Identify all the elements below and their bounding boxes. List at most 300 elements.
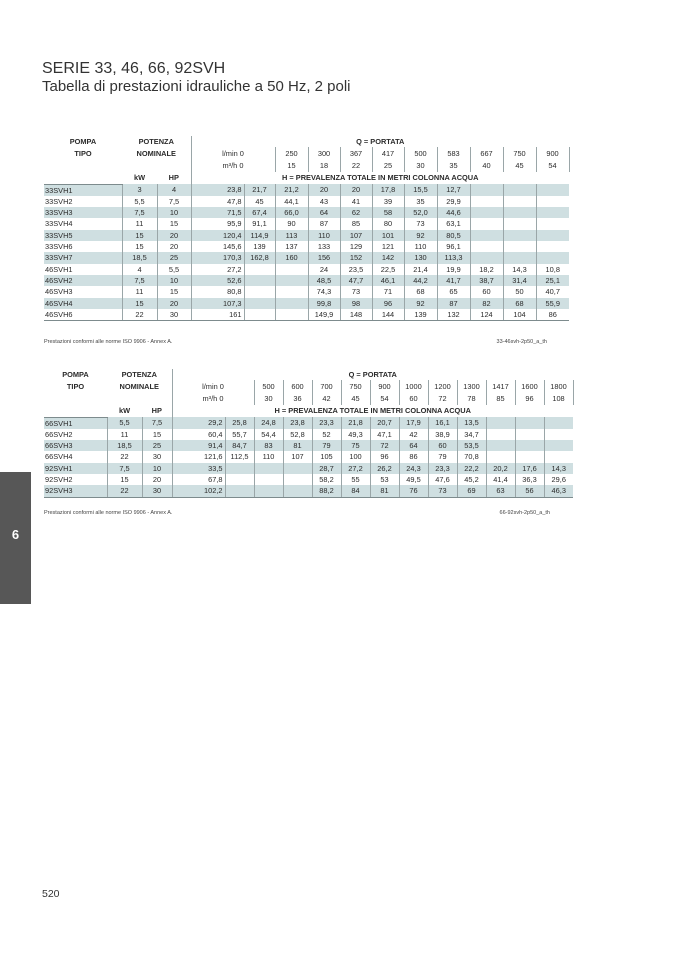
- cell-h-value: [503, 184, 536, 196]
- cell-h-value: 113: [275, 230, 308, 241]
- cell-h-value: [283, 485, 312, 497]
- cell-h-value: 21,7: [244, 184, 275, 196]
- cell-h-value: [283, 463, 312, 474]
- lmin-value: 750: [341, 380, 370, 393]
- cell-h0: 120,4: [191, 230, 244, 241]
- cell-h0: 29,2: [172, 417, 225, 429]
- cell-h-value: 29,9: [437, 196, 470, 207]
- cell-h-value: 69: [457, 485, 486, 497]
- m3h-value: 45: [503, 160, 536, 173]
- cell-h-value: 84,7: [225, 440, 254, 451]
- cell-tipo: 33SVH6: [45, 242, 73, 252]
- m3h-value: 25: [372, 160, 404, 173]
- cell-h0: 121,6: [172, 451, 225, 462]
- cell-h-value: 132: [437, 309, 470, 321]
- cell-h-value: [470, 196, 503, 207]
- cell-kw: 18,5: [122, 252, 157, 263]
- cell-h-value: 73: [340, 286, 372, 297]
- cell-tipo: 33SVH5: [45, 230, 73, 240]
- header-lmin-label: l/min 0: [172, 380, 254, 393]
- cell-hp: 5,5: [157, 264, 191, 275]
- cell-h-value: 62: [340, 207, 372, 218]
- cell-h-value: 20: [308, 184, 340, 196]
- header-kw: kW: [118, 406, 131, 416]
- cell-h-value: 110: [404, 241, 437, 252]
- cell-h-value: 44,2: [404, 275, 437, 286]
- table2-code: 66-92svh-2p50_a_th: [499, 510, 550, 516]
- header-h-prevalenza: H = PREVALENZA TOTALE IN METRI COLONNA ACQUA: [172, 405, 573, 417]
- table-row: [44, 218, 569, 229]
- cell-h-value: [503, 241, 536, 252]
- cell-hp: 15: [157, 218, 191, 229]
- header-lmin-label: l/min 0: [191, 147, 275, 160]
- cell-h-value: 55: [341, 474, 370, 485]
- cell-tipo: 66SVH4: [45, 452, 73, 462]
- page-title: SERIE 33, 46, 66, 92SVH: [42, 60, 226, 77]
- cell-h-value: [503, 207, 536, 218]
- cell-kw: 7,5: [122, 207, 157, 218]
- cell-h-value: 22,5: [372, 264, 404, 275]
- cell-h-value: 23,3: [312, 417, 341, 429]
- cell-tipo: 33SVH4: [45, 219, 73, 229]
- cell-h-value: 100: [341, 451, 370, 462]
- cell-h-value: 68: [404, 286, 437, 297]
- lmin-value: 700: [312, 380, 341, 393]
- cell-h-value: [486, 451, 515, 462]
- table-row: [44, 241, 569, 252]
- lmin-value: 417: [372, 147, 404, 160]
- cell-h-value: 87: [308, 218, 340, 229]
- cell-h-value: 113,3: [437, 252, 470, 263]
- cell-h-value: 38,7: [470, 275, 503, 286]
- cell-h-value: 56: [515, 485, 544, 497]
- cell-h-value: 52,0: [404, 207, 437, 218]
- m3h-value: 30: [254, 393, 283, 406]
- cell-h-value: [244, 275, 275, 286]
- header-hp: HP: [151, 406, 162, 416]
- cell-hp: 10: [157, 275, 191, 286]
- cell-h-value: 46,1: [372, 275, 404, 286]
- cell-h-value: [275, 309, 308, 321]
- cell-kw: 3: [122, 184, 157, 196]
- cell-h-value: 90: [275, 218, 308, 229]
- cell-h0: 33,5: [172, 463, 225, 474]
- cell-h-value: [503, 252, 536, 263]
- cell-h-value: 73: [428, 485, 457, 497]
- cell-hp: 25: [142, 440, 172, 451]
- cell-h-value: [254, 463, 283, 474]
- cell-h0: 47,8: [191, 196, 244, 207]
- cell-h-value: [515, 440, 544, 451]
- cell-h-value: 39: [372, 196, 404, 207]
- cell-h-value: 133: [308, 241, 340, 252]
- cell-kw: 7,5: [107, 463, 142, 474]
- cell-h-value: [486, 429, 515, 440]
- cell-h-value: [470, 218, 503, 229]
- m3h-value: 35: [437, 160, 470, 173]
- lmin-value: 583: [437, 147, 470, 160]
- cell-h-value: 21,4: [404, 264, 437, 275]
- cell-h-value: 17,6: [515, 463, 544, 474]
- cell-h-value: 110: [254, 451, 283, 462]
- cell-h-value: 28,7: [312, 463, 341, 474]
- cell-h-value: [470, 241, 503, 252]
- cell-h-value: 105: [312, 451, 341, 462]
- table-row: [44, 230, 569, 241]
- header-q-portata: Q = PORTATA: [172, 369, 573, 380]
- cell-h-value: [536, 184, 569, 196]
- table-row: [44, 485, 573, 497]
- cell-hp: 10: [157, 207, 191, 218]
- cell-h-value: 72: [370, 440, 399, 451]
- cell-hp: 4: [157, 184, 191, 196]
- lmin-value: 1300: [457, 380, 486, 393]
- m3h-value: 72: [428, 393, 457, 406]
- cell-tipo: 46SVH3: [45, 287, 73, 297]
- cell-hp: 20: [157, 230, 191, 241]
- cell-h-value: 14,3: [544, 463, 573, 474]
- cell-h-value: 130: [404, 252, 437, 263]
- cell-h-value: 63: [486, 485, 515, 497]
- cell-h-value: [536, 252, 569, 263]
- cell-h-value: 85: [340, 218, 372, 229]
- cell-kw: 15: [122, 241, 157, 252]
- lmin-value: 1000: [399, 380, 428, 393]
- cell-h-value: [515, 417, 544, 429]
- cell-h-value: 88,2: [312, 485, 341, 497]
- header-nominale: NOMINALE: [136, 148, 176, 158]
- cell-h-value: 23,3: [428, 463, 457, 474]
- cell-h-value: 41: [340, 196, 372, 207]
- cell-h-value: 74,3: [308, 286, 340, 297]
- cell-h-value: 92: [404, 298, 437, 309]
- cell-kw: 5,5: [107, 417, 142, 429]
- cell-h-value: 23,8: [283, 417, 312, 429]
- m3h-value: 96: [515, 393, 544, 406]
- cell-h-value: 82: [470, 298, 503, 309]
- cell-h-value: 96,1: [437, 241, 470, 252]
- cell-h-value: [486, 440, 515, 451]
- m3h-value: 36: [283, 393, 312, 406]
- cell-hp: 25: [157, 252, 191, 263]
- cell-h-value: 81: [283, 440, 312, 451]
- header-potenza: POTENZA: [121, 369, 157, 379]
- cell-h-value: 31,4: [503, 275, 536, 286]
- cell-h-value: 58,2: [312, 474, 341, 485]
- cell-h-value: 24,3: [399, 463, 428, 474]
- header-nominale: NOMINALE: [119, 381, 159, 391]
- cell-hp: 30: [142, 451, 172, 462]
- lmin-value: 900: [370, 380, 399, 393]
- cell-h-value: 14,3: [503, 264, 536, 275]
- cell-h-value: 43: [308, 196, 340, 207]
- header-pompa: POMPA: [62, 369, 89, 379]
- cell-h0: 80,8: [191, 286, 244, 297]
- cell-h-value: 21,2: [275, 184, 308, 196]
- cell-h-value: 84: [341, 485, 370, 497]
- cell-h-value: 99,8: [308, 298, 340, 309]
- cell-h-value: 47,1: [370, 429, 399, 440]
- cell-h-value: 49,5: [399, 474, 428, 485]
- cell-h-value: 45,2: [457, 474, 486, 485]
- cell-h-value: [536, 218, 569, 229]
- cell-h-value: 65: [437, 286, 470, 297]
- cell-h-value: 80,5: [437, 230, 470, 241]
- cell-h-value: 25,1: [536, 275, 569, 286]
- cell-h-value: 18,2: [470, 264, 503, 275]
- cell-hp: 20: [157, 241, 191, 252]
- cell-h-value: 92: [404, 230, 437, 241]
- cell-h-value: 38,9: [428, 429, 457, 440]
- cell-h-value: 42: [399, 429, 428, 440]
- cell-h-value: 91,1: [244, 218, 275, 229]
- cell-hp: 10: [142, 463, 172, 474]
- cell-hp: 20: [157, 298, 191, 309]
- cell-h-value: 48,5: [308, 275, 340, 286]
- header-m3h-label: m³/h 0: [191, 160, 275, 173]
- cell-h-value: [503, 230, 536, 241]
- cell-tipo: 46SVH6: [44, 309, 122, 321]
- cell-h-value: [225, 474, 254, 485]
- cell-h-value: 41,4: [486, 474, 515, 485]
- table1-code: 33-46svh-2p50_a_th: [496, 339, 547, 345]
- cell-kw: 7,5: [122, 275, 157, 286]
- cell-kw: 22: [107, 451, 142, 462]
- table-row: [44, 417, 573, 429]
- cell-h-value: 83: [254, 440, 283, 451]
- m3h-value: 54: [536, 160, 569, 173]
- lmin-value: 500: [404, 147, 437, 160]
- cell-h-value: 162,8: [244, 252, 275, 263]
- cell-h-value: [544, 440, 573, 451]
- m3h-value: 15: [275, 160, 308, 173]
- cell-h-value: 149,9: [308, 309, 340, 321]
- lmin-value: 1800: [544, 380, 573, 393]
- cell-h0: 71,5: [191, 207, 244, 218]
- m3h-value: 18: [308, 160, 340, 173]
- cell-h-value: 60: [428, 440, 457, 451]
- cell-h-value: 76: [399, 485, 428, 497]
- cell-h-value: 54,4: [254, 429, 283, 440]
- cell-tipo: 33SVH2: [45, 196, 73, 206]
- cell-h-value: [536, 241, 569, 252]
- cell-h-value: [254, 485, 283, 497]
- m3h-value: 54: [370, 393, 399, 406]
- cell-h0: 95,9: [191, 218, 244, 229]
- lmin-value: 1200: [428, 380, 457, 393]
- cell-h-value: 24: [308, 264, 340, 275]
- cell-h-value: [470, 184, 503, 196]
- lmin-value: 1600: [515, 380, 544, 393]
- cell-h-value: 121: [372, 241, 404, 252]
- lmin-value: 900: [536, 147, 569, 160]
- cell-h-value: [486, 417, 515, 429]
- table-row: [44, 275, 569, 286]
- page-subtitle: Tabella di prestazioni idrauliche a 50 Hz, 2 poli: [42, 78, 351, 95]
- cell-h-value: [544, 417, 573, 429]
- cell-h-value: 81: [370, 485, 399, 497]
- cell-h-value: 139: [244, 241, 275, 252]
- cell-h-value: [515, 451, 544, 462]
- cell-h-value: 129: [340, 241, 372, 252]
- cell-kw: 15: [107, 474, 142, 485]
- cell-kw: 11: [122, 218, 157, 229]
- cell-kw: 11: [122, 286, 157, 297]
- cell-h-value: 112,5: [225, 451, 254, 462]
- cell-h-value: [536, 230, 569, 241]
- cell-h0: 67,8: [172, 474, 225, 485]
- cell-tipo: 33SVH1: [45, 185, 73, 195]
- cell-tipo: 66SVH1: [45, 418, 73, 428]
- cell-h-value: [244, 309, 275, 321]
- cell-h-value: [536, 207, 569, 218]
- cell-h-value: 79: [312, 440, 341, 451]
- cell-h-value: 17,8: [372, 184, 404, 196]
- cell-h-value: 152: [340, 252, 372, 263]
- m3h-value: 42: [312, 393, 341, 406]
- cell-kw: 4: [122, 264, 157, 275]
- cell-hp: 15: [142, 429, 172, 440]
- m3h-value: 108: [544, 393, 573, 406]
- cell-h-value: 55,7: [225, 429, 254, 440]
- cell-h-value: [536, 196, 569, 207]
- cell-h-value: 66,0: [275, 207, 308, 218]
- cell-h-value: 110: [308, 230, 340, 241]
- table-row: [44, 440, 573, 451]
- cell-h-value: 34,7: [457, 429, 486, 440]
- cell-h-value: 12,7: [437, 184, 470, 196]
- cell-h-value: 53,5: [457, 440, 486, 451]
- cell-h-value: 44,6: [437, 207, 470, 218]
- cell-h-value: 20: [340, 184, 372, 196]
- cell-kw: 22: [122, 309, 157, 321]
- cell-h-value: [544, 429, 573, 440]
- cell-h-value: 71: [372, 286, 404, 297]
- cell-h0: 27,2: [191, 264, 244, 275]
- cell-h-value: [225, 463, 254, 474]
- cell-h-value: [244, 298, 275, 309]
- cell-h-value: 98: [340, 298, 372, 309]
- cell-h-value: 79: [428, 451, 457, 462]
- lmin-value: 367: [340, 147, 372, 160]
- cell-h-value: [225, 485, 254, 497]
- cell-h-value: [544, 451, 573, 462]
- cell-kw: 5,5: [122, 196, 157, 207]
- cell-h-value: 13,5: [457, 417, 486, 429]
- cell-h-value: 27,2: [341, 463, 370, 474]
- cell-h-value: 87: [437, 298, 470, 309]
- cell-kw: 15: [122, 298, 157, 309]
- cell-kw: 22: [107, 485, 142, 497]
- cell-h-value: [503, 196, 536, 207]
- header-hp: HP: [168, 173, 179, 183]
- header-q-portata: Q = PORTATA: [191, 136, 569, 147]
- lmin-value: 667: [470, 147, 503, 160]
- header-tipo: TIPO: [74, 148, 92, 158]
- cell-h-value: 144: [372, 309, 404, 321]
- cell-tipo: 46SVH2: [45, 275, 73, 285]
- cell-h-value: 21,8: [341, 417, 370, 429]
- cell-tipo: 33SVH7: [45, 253, 73, 263]
- cell-h-value: 68: [503, 298, 536, 309]
- cell-hp: 30: [142, 485, 172, 497]
- cell-h-value: 107: [340, 230, 372, 241]
- cell-h-value: 63,1: [437, 218, 470, 229]
- cell-h-value: 15,5: [404, 184, 437, 196]
- m3h-value: 85: [486, 393, 515, 406]
- table2-note: Prestazioni conformi alle norme ISO 9906 - Annex A.: [44, 510, 173, 516]
- cell-h-value: 25,8: [225, 417, 254, 429]
- cell-h-value: 10,8: [536, 264, 569, 275]
- cell-h-value: [283, 474, 312, 485]
- cell-h-value: 20,7: [370, 417, 399, 429]
- cell-h-value: 86: [399, 451, 428, 462]
- cell-h-value: 24,8: [254, 417, 283, 429]
- cell-h-value: [254, 474, 283, 485]
- cell-h-value: 19,9: [437, 264, 470, 275]
- cell-h-value: 47,7: [340, 275, 372, 286]
- table-row: [44, 463, 573, 474]
- table-row: [44, 196, 569, 207]
- table-row: [44, 184, 569, 196]
- cell-tipo: 66SVH3: [45, 441, 73, 451]
- cell-h0: 52,6: [191, 275, 244, 286]
- cell-h-value: 26,2: [370, 463, 399, 474]
- table-row: [44, 298, 569, 309]
- cell-h-value: 35: [404, 196, 437, 207]
- cell-h-value: [470, 207, 503, 218]
- cell-h-value: 104: [503, 309, 536, 321]
- cell-h-value: 124: [470, 309, 503, 321]
- cell-h-value: 50: [503, 286, 536, 297]
- cell-hp: 7,5: [142, 417, 172, 429]
- cell-tipo: 66SVH2: [45, 429, 73, 439]
- m3h-value: 45: [341, 393, 370, 406]
- lmin-value: 1417: [486, 380, 515, 393]
- cell-hp: 20: [142, 474, 172, 485]
- cell-kw: 18,5: [107, 440, 142, 451]
- cell-h-value: 96: [372, 298, 404, 309]
- header-m3h-label: m³/h 0: [172, 393, 254, 406]
- table-row: [44, 252, 569, 263]
- cell-h-value: 22,2: [457, 463, 486, 474]
- cell-h-value: 142: [372, 252, 404, 263]
- cell-h-value: 139: [404, 309, 437, 321]
- cell-h-value: 46,3: [544, 485, 573, 497]
- cell-h-value: 20,2: [486, 463, 515, 474]
- table-row: [44, 451, 573, 462]
- cell-tipo: 46SVH1: [45, 264, 73, 274]
- table-row: [44, 429, 573, 440]
- cell-h0: 161: [191, 309, 244, 321]
- page-number: 520: [42, 888, 60, 900]
- cell-h-value: 101: [372, 230, 404, 241]
- cell-h-value: 64: [308, 207, 340, 218]
- cell-h-value: 73: [404, 218, 437, 229]
- section-tab-number: 6: [11, 527, 20, 542]
- performance-table-33-46svh: [44, 136, 569, 321]
- header-potenza: POTENZA: [138, 136, 174, 146]
- m3h-value: 30: [404, 160, 437, 173]
- cell-h-value: [515, 429, 544, 440]
- performance-table-66-92svh: [44, 369, 573, 498]
- m3h-value: 78: [457, 393, 486, 406]
- lmin-value: 600: [283, 380, 312, 393]
- cell-h0: 170,3: [191, 252, 244, 263]
- cell-h0: 102,2: [172, 485, 225, 497]
- cell-h-value: 86: [536, 309, 569, 321]
- cell-h-value: 80: [372, 218, 404, 229]
